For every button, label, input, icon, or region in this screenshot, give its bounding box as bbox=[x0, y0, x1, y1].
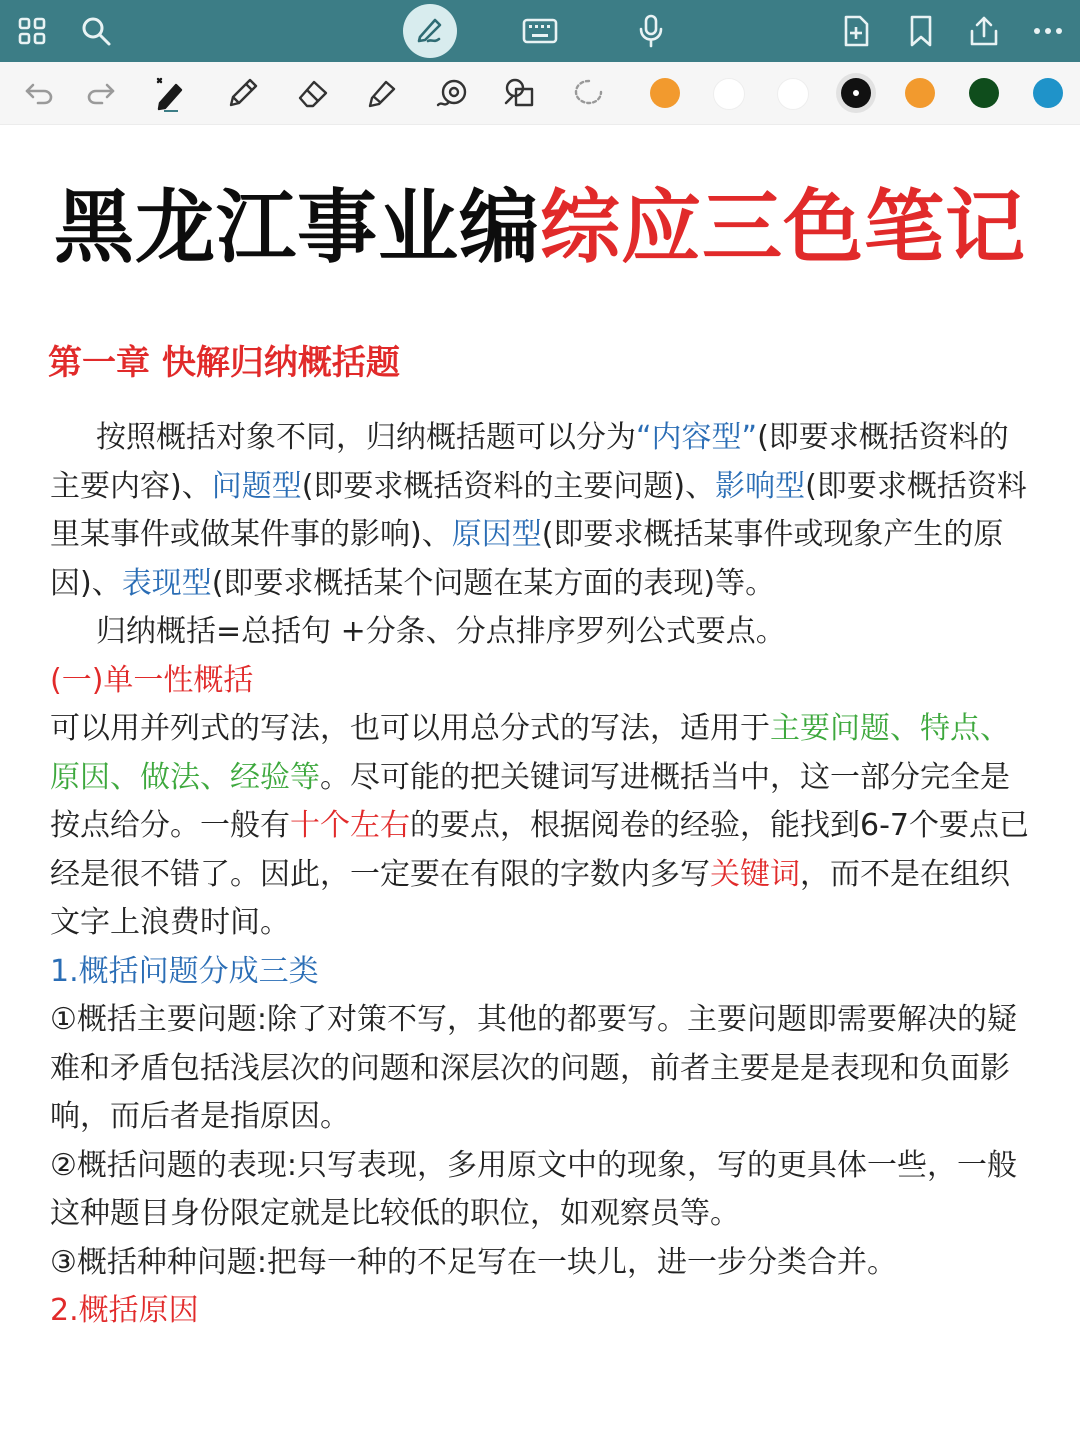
top-app-bar bbox=[0, 0, 1080, 62]
color-swatch-white[interactable] bbox=[713, 78, 745, 110]
add-page-icon[interactable] bbox=[840, 0, 872, 62]
keyword-red: 十个左右 bbox=[290, 808, 410, 843]
paragraph-types bbox=[50, 414, 1030, 608]
keyword-manifestation-type: 表现型 bbox=[121, 565, 212, 601]
keyboard-icon[interactable] bbox=[520, 0, 560, 62]
text: (即要求概括某个问题在某方面的表现)等。 bbox=[211, 565, 776, 601]
shape-icon[interactable] bbox=[432, 62, 472, 124]
lasso-icon[interactable] bbox=[570, 62, 608, 124]
color-swatch-dark-green[interactable] bbox=[969, 78, 999, 108]
list-item: ①概括主要问题:除了对策不写，其他的都要写。主要问题即需要解决的疑难和矛盾包括浅层次的问题和深层次的问题，前者主要是是表现和负面影响，而后者是指原因。 bbox=[50, 1002, 1018, 1134]
redo-icon[interactable] bbox=[84, 62, 118, 124]
drawing-toolbar bbox=[0, 62, 1080, 125]
title-part-black: 黑龙江事业编 bbox=[54, 181, 540, 274]
color-swatch-orange[interactable] bbox=[650, 78, 680, 108]
page-title bbox=[0, 182, 1080, 274]
keyword-content-type: “内容型” bbox=[636, 420, 758, 455]
more-icon[interactable] bbox=[1030, 0, 1066, 62]
eraser-icon[interactable] bbox=[294, 62, 332, 124]
text: 的要点，根据阅卷的经验，能找到6-7个要点已经是很不错了。因此，一定要在有限的字数内多写 bbox=[50, 808, 1029, 892]
selected-indicator bbox=[853, 90, 859, 96]
text: (即要求概括资料的主要内容)、 bbox=[50, 420, 1009, 504]
keyword-red: 关键词 bbox=[710, 856, 800, 892]
text: (即要求概括某事件或现象产生的原因)、 bbox=[50, 517, 1004, 601]
text: ，而不是在组织文字上浪费时间。 bbox=[50, 856, 1010, 940]
text: 可以用并列式的写法，也可以用总分式的写法，适用于 bbox=[50, 711, 770, 746]
keyword-impact-type: 影响型 bbox=[715, 468, 806, 504]
ai-pen-icon[interactable] bbox=[150, 62, 190, 124]
text: (即要求概括资料的主要问题)、 bbox=[301, 468, 716, 504]
color-swatch-white-2[interactable] bbox=[777, 78, 809, 110]
subheading-cause: 2.概括原因 bbox=[50, 1293, 199, 1328]
pencil-icon[interactable] bbox=[224, 62, 262, 124]
pen-icon bbox=[414, 13, 446, 49]
keyword-green: 主要问题、特点、原因、做法、经验等 bbox=[50, 711, 1010, 795]
section-heading-single: (一)单一性概括 bbox=[50, 662, 254, 698]
chapter-heading: 第一章 快解归纳概括题 bbox=[48, 343, 400, 383]
color-swatch-black-selected[interactable] bbox=[841, 78, 871, 108]
text: 按照概括对象不同，归纳概括题可以分为 bbox=[96, 420, 636, 455]
undo-icon[interactable] bbox=[22, 62, 56, 124]
paragraph-single-summary bbox=[50, 705, 1030, 948]
text: 。尽可能的把关键词写进概括当中，这一部分完全是按点给分。一般有 bbox=[50, 759, 1010, 843]
keyword-cause-type: 原因型 bbox=[451, 517, 542, 552]
list-item: ②概括问题的表现:只写表现，多用原文中的现象，写的更具体一些，一般这种题目身份限定就是比较低的职位，如观察员等。 bbox=[50, 1147, 1018, 1231]
share-icon[interactable] bbox=[966, 0, 1002, 62]
color-swatch-orange-2[interactable] bbox=[905, 78, 935, 108]
lasso-select-icon[interactable] bbox=[500, 62, 540, 124]
text: (即要求概括资料里某事件或做某件事的影响)、 bbox=[50, 468, 1027, 552]
microphone-icon[interactable] bbox=[636, 0, 666, 62]
pen-mode-button[interactable] bbox=[403, 4, 457, 58]
color-swatch-blue[interactable] bbox=[1033, 78, 1063, 108]
keyword-problem-type: 问题型 bbox=[211, 468, 302, 504]
highlighter-icon[interactable] bbox=[362, 62, 400, 124]
bookmark-icon[interactable] bbox=[906, 0, 936, 62]
subheading-problem-types: 1.概括问题分成三类 bbox=[50, 953, 319, 989]
formula-line: 归纳概括=总括句 +分条、分点排序罗列公式要点。 bbox=[96, 614, 786, 649]
list-item: ③概括种种问题:把每一种的不足写在一块儿，进一步分类合并。 bbox=[50, 1244, 898, 1280]
note-body bbox=[50, 414, 1030, 1336]
search-icon[interactable] bbox=[78, 0, 114, 62]
grid-icon[interactable] bbox=[14, 0, 50, 62]
title-part-red: 综应三色笔记 bbox=[540, 181, 1026, 274]
